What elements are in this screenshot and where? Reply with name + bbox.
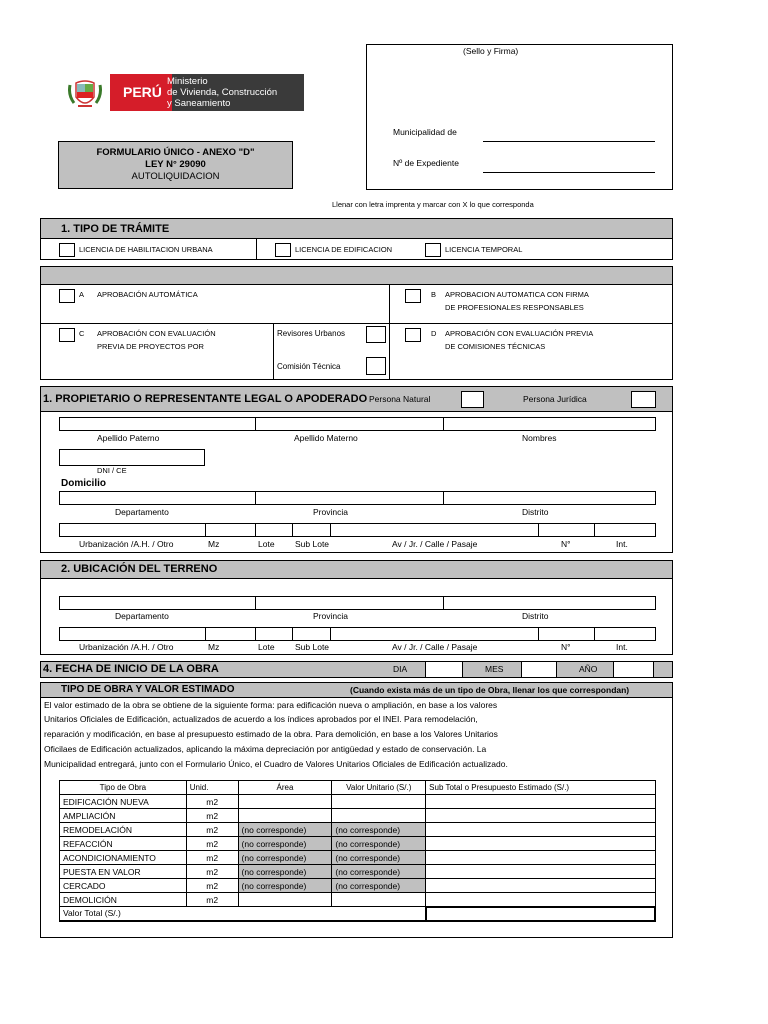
col-header-unid: Unid. (186, 781, 238, 795)
propietario-section (40, 386, 673, 553)
tipo-cell: CERCADO (60, 879, 187, 893)
prop-provincia-label: Provincia (313, 507, 348, 517)
nombres-input[interactable] (443, 417, 656, 431)
unid-cell: m2 (186, 837, 238, 851)
ubic-urbanizacion-input[interactable] (59, 627, 206, 641)
modalidad-b-checkbox[interactable] (405, 289, 421, 303)
persona-natural-checkbox[interactable] (461, 391, 484, 408)
tipo-cell: REMODELACIÓN (60, 823, 187, 837)
table-row (60, 837, 656, 851)
ubic-lote-label: Lote (258, 642, 275, 652)
fecha-title: 4. FECHA DE INICIO DE LA OBRA (43, 663, 219, 675)
revisores-label: Revisores Urbanos (277, 329, 346, 338)
unid-cell: m2 (186, 865, 238, 879)
obra-paragraph-5: Municipalidad entregará, junto con el Formulario Único, el Cuadro de Valores Unitarios Oficiales de Edificación actualizado. (44, 759, 508, 769)
ubic-distrito-input[interactable] (443, 596, 656, 610)
valor-cell: (no corresponde) (332, 823, 426, 837)
valor-input[interactable] (332, 809, 426, 823)
subtotal-input[interactable] (426, 879, 655, 893)
total-label: Valor Total (S/.) (60, 907, 426, 921)
ubic-sublote-label: Sub Lote (295, 642, 330, 652)
unid-cell: m2 (186, 823, 238, 837)
mes-label: MES (485, 664, 504, 674)
prop-distrito-label: Distrito (522, 507, 549, 517)
modalidad-c-checkbox[interactable] (59, 328, 75, 342)
persona-juridica-label: Persona Jurídica (523, 394, 587, 404)
unid-cell: m2 (186, 795, 238, 809)
prop-sublote-input[interactable] (292, 523, 331, 537)
prop-numero-input[interactable] (538, 523, 595, 537)
habilitacion-checkbox[interactable] (59, 243, 75, 257)
modalidad-d-label2: DE COMISIONES TÉCNICAS (445, 342, 546, 351)
tipo-cell: REFACCIÓN (60, 837, 187, 851)
prop-distrito-input[interactable] (443, 491, 656, 505)
prop-departamento-label: Departamento (115, 507, 169, 517)
col-header-tipo: Tipo de Obra (60, 781, 187, 795)
ubic-mz-input[interactable] (205, 627, 256, 641)
prop-int-label: Int. (616, 539, 628, 549)
instructions-text: Llenar con letra imprenta y marcar con X lo que corresponda (332, 200, 534, 209)
area-cell: (no corresponde) (238, 823, 332, 837)
ubic-lote-input[interactable] (255, 627, 293, 641)
valor-cell: (no corresponde) (332, 865, 426, 879)
prop-urbanizacion-input[interactable] (59, 523, 206, 537)
obra-paragraph-3: reparación y modificación, en base al presupuesto estimado de la obra. Para demolición, en base a los Valores Unitarios (44, 729, 498, 739)
ubic-mz-label: Mz (208, 642, 220, 652)
modalidad-c-letter: C (79, 329, 85, 338)
mes-input[interactable] (521, 661, 557, 678)
area-cell: (no corresponde) (238, 865, 332, 879)
modalidad-b-label1: APROBACION AUTOMATICA CON FIRMA (445, 290, 589, 299)
subtotal-input[interactable] (426, 795, 655, 809)
obra-note: (Cuando exista más de un tipo de Obra, llenar los que correspondan) (350, 685, 630, 695)
dni-label: DNI / CE (97, 466, 127, 475)
unid-cell: m2 (186, 851, 238, 865)
valor-input[interactable] (332, 893, 426, 907)
obra-paragraph-4: Oficilaes de Edificación actualizados, aplicando la máxima depreciación por antigüedad y estado de conservación. La (44, 744, 487, 754)
peru-wordmark: PERÚ (123, 84, 162, 100)
ubic-sublote-input[interactable] (292, 627, 331, 641)
apellido-paterno-label: Apellido Paterno (97, 433, 160, 443)
modalidad-a-letter: A (79, 290, 85, 299)
anio-input[interactable] (613, 661, 654, 678)
revisores-checkbox[interactable] (366, 326, 386, 343)
ministry-line3: y Saneamiento (167, 98, 231, 109)
tramite-title: 1. TIPO DE TRÁMITE (61, 223, 170, 235)
unid-cell: m2 (186, 893, 238, 907)
dni-input[interactable] (59, 449, 205, 466)
col-header-area: Área (238, 781, 332, 795)
ubic-provincia-label: Provincia (313, 611, 348, 621)
area-cell: (no corresponde) (238, 879, 332, 893)
ubic-departamento-label: Departamento (115, 611, 169, 621)
modalidad-a-checkbox[interactable] (59, 289, 75, 303)
valor-cell: (no corresponde) (332, 851, 426, 865)
form-title-box (58, 141, 293, 189)
stamp-box (366, 44, 673, 190)
table-row (60, 795, 656, 809)
comision-label: Comisión Técnica (277, 362, 341, 371)
persona-natural-label: Persona Natural (369, 394, 431, 404)
table-row (60, 823, 656, 837)
valor-cell: (no corresponde) (332, 837, 426, 851)
total-row (60, 907, 656, 921)
tipo-cell: PUESTA EN VALOR (60, 865, 187, 879)
prop-via-input[interactable] (330, 523, 539, 537)
form-title: FORMULARIO ÚNICO - ANEXO "D" (96, 147, 255, 158)
peru-coat-of-arms-icon (68, 79, 102, 111)
area-input[interactable] (238, 795, 332, 809)
modalidad-d-label1: APROBACIÓN CON EVALUACIÓN PREVIA (445, 329, 594, 338)
table-row (60, 879, 656, 893)
prop-lote-label: Lote (258, 539, 275, 549)
prop-departamento-input[interactable] (59, 491, 256, 505)
area-cell: (no corresponde) (238, 851, 332, 865)
modalidad-b-label2: DE PROFESIONALES RESPONSABLES (445, 303, 584, 312)
total-input[interactable] (426, 907, 655, 921)
prop-sublote-label: Sub Lote (295, 539, 330, 549)
subtotal-input[interactable] (426, 823, 655, 837)
col-header-subtotal: Sub Total o Presupuesto Estimado (S/.) (426, 781, 655, 795)
ministry-line2: de Vivienda, Construcción (167, 87, 278, 98)
subtotal-input[interactable] (426, 809, 655, 823)
unid-cell: m2 (186, 879, 238, 893)
obra-table-header (60, 781, 656, 795)
area-input[interactable] (238, 893, 332, 907)
col-header-valor: Valor Unitario (S/.) (332, 781, 426, 795)
ubic-provincia-input[interactable] (255, 596, 444, 610)
expediente-field[interactable] (483, 172, 655, 173)
ubic-numero-input[interactable] (538, 627, 595, 641)
ubic-departamento-input[interactable] (59, 596, 256, 610)
subtotal-input[interactable] (426, 865, 655, 879)
propietario-title: 1. PROPIETARIO O REPRESENTANTE LEGAL O APODERADO (43, 393, 368, 405)
temporal-checkbox[interactable] (425, 243, 441, 257)
tramite-section (40, 218, 673, 260)
anio-label: AÑO (579, 664, 598, 674)
modalidad-section (40, 266, 673, 380)
apellido-materno-label: Apellido Materno (294, 433, 358, 443)
obra-paragraph-2: Unitarios Oficiales de Edificación, actualizados de acuerdo a los índices aprobados por el INEI. Para remodelación, (44, 714, 478, 724)
subtotal-input[interactable] (426, 851, 655, 865)
prop-mz-label: Mz (208, 539, 220, 549)
tipo-cell: AMPLIACIÓN (60, 809, 187, 823)
tipo-cell: DEMOLICIÓN (60, 893, 187, 907)
habilitacion-label: LICENCIA DE HABILITACION URBANA (79, 245, 213, 254)
valor-input[interactable] (332, 795, 426, 809)
fecha-section (40, 661, 673, 678)
ubic-int-input[interactable] (594, 627, 656, 641)
nombres-label: Nombres (522, 433, 557, 443)
obra-section (40, 682, 673, 938)
modalidad-d-letter: D (431, 329, 437, 338)
prop-mz-input[interactable] (205, 523, 256, 537)
expediente-label: Nº de Expediente (393, 158, 459, 168)
modalidad-a-label: APROBACIÓN AUTOMÁTICA (97, 290, 198, 299)
ubic-int-label: Int. (616, 642, 628, 652)
valor-cell: (no corresponde) (332, 879, 426, 893)
table-row (60, 865, 656, 879)
table-row (60, 893, 656, 907)
prop-via-label: Av / Jr. / Calle / Pasaje (392, 539, 478, 549)
table-row (60, 809, 656, 823)
edificacion-checkbox[interactable] (275, 243, 291, 257)
sello-label: (Sello y Firma) (463, 46, 519, 56)
ubic-numero-label: N° (561, 642, 571, 652)
comision-checkbox[interactable] (366, 357, 386, 375)
modalidad-c-label1: APROBACIÓN CON EVALUACIÓN (97, 329, 216, 338)
law-number: LEY N° 29090 (145, 159, 206, 170)
obra-title: TIPO DE OBRA Y VALOR ESTIMADO (61, 684, 235, 695)
prop-urbanizacion-label: Urbanización /A.H. / Otro (79, 539, 174, 549)
table-row (60, 851, 656, 865)
prop-numero-label: N° (561, 539, 571, 549)
temporal-label: LICENCIA TEMPORAL (445, 245, 523, 254)
tipo-cell: EDIFICACIÓN NUEVA (60, 795, 187, 809)
obra-table (59, 780, 656, 922)
ubic-distrito-label: Distrito (522, 611, 549, 621)
ubic-urbanizacion-label: Urbanización /A.H. / Otro (79, 642, 174, 652)
dia-label: DIA (393, 664, 408, 674)
autoliquidacion-label: AUTOLIQUIDACION (131, 171, 220, 182)
apellido-materno-input[interactable] (255, 417, 444, 431)
unid-cell: m2 (186, 809, 238, 823)
municipalidad-field[interactable] (483, 141, 655, 142)
subtotal-input[interactable] (426, 837, 655, 851)
ubicacion-section (40, 560, 673, 655)
ubic-via-label: Av / Jr. / Calle / Pasaje (392, 642, 478, 652)
apellido-paterno-input[interactable] (59, 417, 256, 431)
edificacion-label: LICENCIA DE EDIFICACION (295, 245, 393, 254)
prop-int-input[interactable] (594, 523, 656, 537)
area-input[interactable] (238, 809, 332, 823)
ministry-line1: Ministerio (167, 76, 208, 87)
municipalidad-label: Municipalidad de (393, 127, 457, 137)
dia-input[interactable] (425, 661, 463, 678)
subtotal-input[interactable] (426, 893, 655, 907)
ubicacion-title: 2. UBICACIÓN DEL TERRENO (61, 563, 218, 575)
prop-lote-input[interactable] (255, 523, 293, 537)
persona-juridica-checkbox[interactable] (631, 391, 656, 408)
domicilio-label: Domicilio (61, 478, 107, 489)
modalidad-d-checkbox[interactable] (405, 328, 421, 342)
area-cell: (no corresponde) (238, 837, 332, 851)
ubic-via-input[interactable] (330, 627, 539, 641)
modalidad-c-label2: PREVIA DE PROYECTOS POR (97, 342, 204, 351)
peru-logo (110, 74, 304, 111)
prop-provincia-input[interactable] (255, 491, 444, 505)
obra-paragraph-1: El valor estimado de la obra se obtiene de la siguiente forma: para edificación nueva o ampliación, en base a los valores (44, 700, 498, 710)
modalidad-b-letter: B (431, 290, 437, 299)
tipo-cell: ACONDICIONAMIENTO (60, 851, 187, 865)
